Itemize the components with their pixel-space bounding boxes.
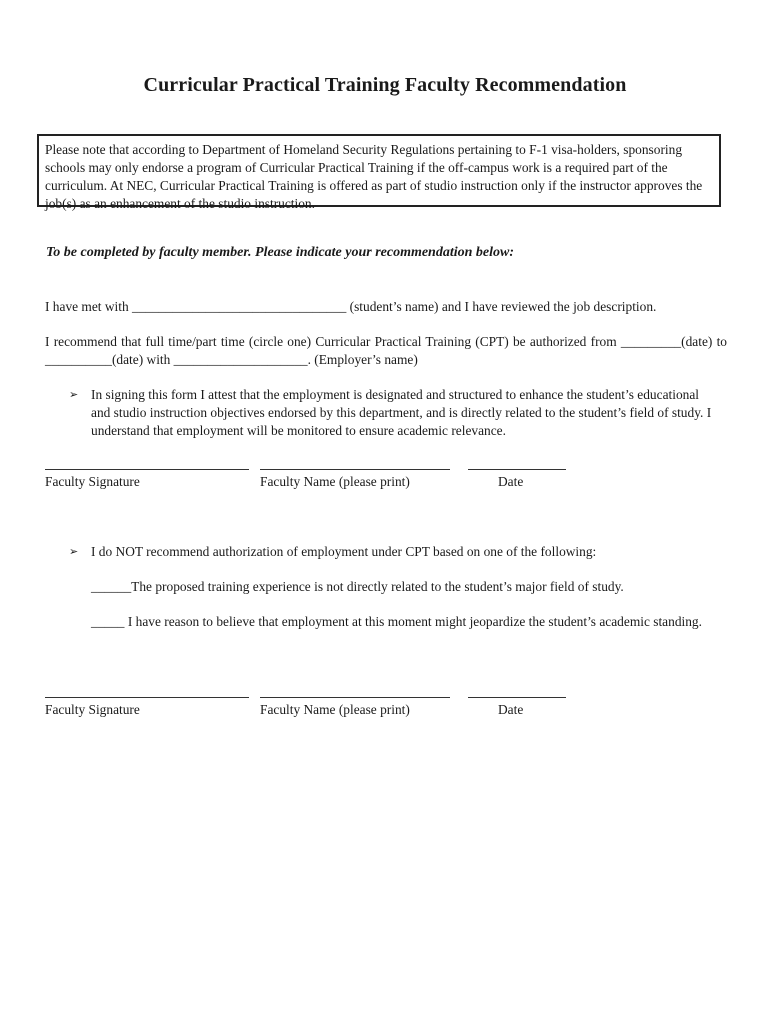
attest-bullet-item bbox=[69, 386, 721, 440]
faculty-name-label: Faculty Name (please print) bbox=[260, 474, 410, 489]
reason-not-related: ______The proposed training experience is not directly related to the student’s major field of study. bbox=[91, 579, 624, 594]
faculty-name-label: Faculty Name (please print) bbox=[260, 702, 410, 717]
date-label: Date bbox=[498, 702, 524, 717]
faculty-instruction: To be completed by faculty member. Please indicate your recommendation below: bbox=[46, 245, 515, 260]
met-with-statement: I have met with ________________________________ (student’s name) and I have reviewed the job description. bbox=[45, 299, 657, 314]
not-recommend-text: I do NOT recommend authorization of employment under CPT based on one of the following: bbox=[91, 544, 597, 559]
date-line bbox=[468, 469, 566, 470]
faculty-signature-label: Faculty Signature bbox=[45, 702, 140, 717]
faculty-signature-label: Faculty Signature bbox=[45, 474, 140, 489]
arrow-bullet-icon: ➢ bbox=[69, 545, 79, 558]
not-recommend-bullet-item bbox=[69, 543, 721, 561]
faculty-name-line bbox=[260, 697, 450, 698]
reason-jeopardize-standing: _____ I have reason to believe that employment at this moment might jeopardize the student’s academic standing. bbox=[91, 614, 702, 629]
date-line bbox=[468, 697, 566, 698]
faculty-name-line bbox=[260, 469, 450, 470]
dhs-notice-box bbox=[37, 134, 721, 211]
notice-text: Please note that according to Department of Homeland Security Regulations pertaining to F-1 visa-holders, sponsoring schools may only endorse a program of Curricular Practical Training if the off-campus work is a required part of the curriculum. At NEC, Curricular Practical Training is offered as part of studio instruction only if the instructor approves the job(s) as an enhancement of the studio instruction. bbox=[45, 142, 703, 211]
attest-text: In signing this form I attest that the employment is designated and structured to enhance the student’s educational and studio instruction objectives endorsed by this department, and is directly related to the student’s field of study. I understand that employment will be monitored to ensure academic relevance. bbox=[91, 387, 712, 438]
date-label: Date bbox=[498, 474, 524, 489]
recommend-statement: I recommend that full time/part time (circle one) Curricular Practical Training (CPT) be authorized from _________(date) to __________(date) with ____________________. (Employer’s name) bbox=[45, 334, 727, 367]
arrow-bullet-icon: ➢ bbox=[69, 388, 79, 401]
faculty-signature-line bbox=[45, 469, 249, 470]
faculty-signature-line bbox=[45, 697, 249, 698]
page-title: Curricular Practical Training Faculty Recommendation bbox=[143, 74, 627, 96]
